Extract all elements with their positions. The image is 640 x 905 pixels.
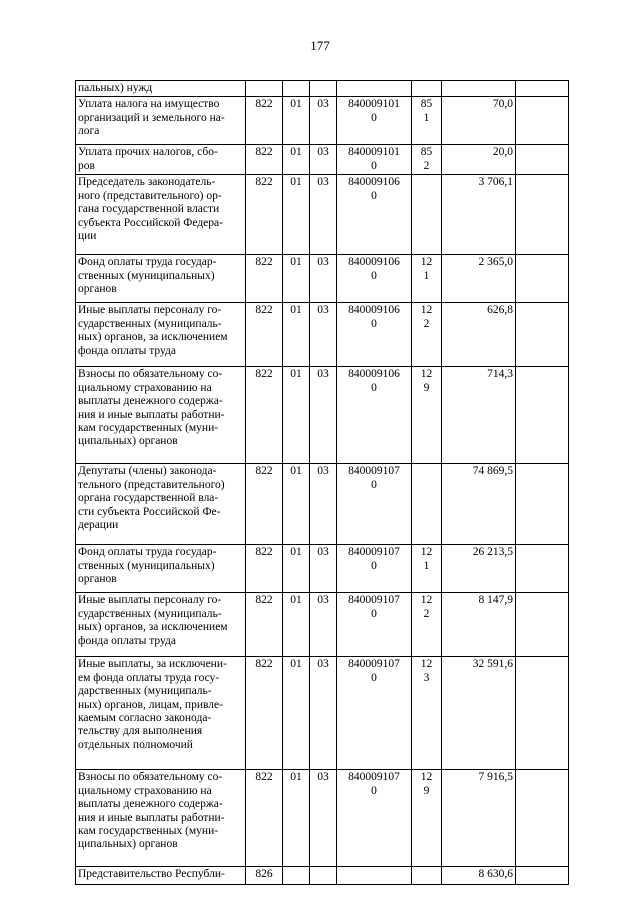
amount-value-text: 626,8 — [487, 304, 513, 317]
subsection-code-text: 03 — [317, 546, 329, 559]
expense-type-code — [412, 593, 442, 657]
amount-value — [442, 464, 516, 545]
subsection-code-text: 03 — [317, 304, 329, 317]
department-code — [246, 303, 283, 367]
target-article-code — [337, 145, 412, 175]
subsection-code-text: 03 — [317, 176, 329, 189]
department-code — [246, 255, 283, 303]
department-code-text: 822 — [255, 771, 273, 784]
table-row — [76, 367, 569, 464]
subsection-code — [310, 97, 337, 145]
section-code — [283, 464, 310, 545]
target-article-code-text: 840009106 0 — [348, 368, 400, 394]
subsection-code — [310, 464, 337, 545]
expense-type-code-text: 85 2 — [420, 146, 433, 172]
department-code-text: 822 — [255, 658, 273, 671]
section-code — [283, 303, 310, 367]
department-code-text: 822 — [255, 465, 273, 478]
budget-item-name — [76, 97, 246, 145]
target-article-code — [337, 867, 412, 885]
amount-value-text: 8 147,9 — [478, 594, 513, 607]
amount-value — [442, 770, 516, 867]
expense-type-code — [412, 545, 442, 593]
table-row — [76, 175, 569, 255]
budget-item-name-text: Уплата прочих налогов, сбо- ров — [78, 146, 218, 172]
budget-table — [75, 80, 569, 885]
target-article-code-text: 840009106 0 — [348, 256, 400, 282]
expense-type-code — [412, 867, 442, 885]
budget-item-name — [76, 464, 246, 545]
target-article-code — [337, 657, 412, 770]
budget-item-name-text: пальных) нужд — [78, 82, 153, 94]
target-article-code-text: 840009107 0 — [348, 594, 400, 620]
extra-column — [516, 97, 569, 145]
department-code-text: 822 — [255, 256, 273, 269]
department-code — [246, 593, 283, 657]
extra-column — [516, 657, 569, 770]
section-code-text: 01 — [290, 546, 302, 559]
budget-item-name-text: Председатель законодатель- ного (представительного) ор- гана государственной власти субъекта Российской Федера- ции — [78, 176, 223, 243]
extra-column — [516, 367, 569, 464]
target-article-code — [337, 464, 412, 545]
department-code — [246, 367, 283, 464]
table-row — [76, 97, 569, 145]
subsection-code — [310, 175, 337, 255]
amount-value-text: 26 213,5 — [472, 546, 513, 559]
department-code-text: 822 — [255, 146, 273, 159]
amount-value — [442, 593, 516, 657]
section-code — [283, 81, 310, 97]
target-article-code — [337, 175, 412, 255]
budget-item-name — [76, 175, 246, 255]
amount-value — [442, 81, 516, 97]
budget-item-name-text: Иные выплаты персоналу го- сударственных (муниципаль- ных) органов, за исключением фонда оплаты труда — [78, 304, 228, 357]
expense-type-code-text: 12 2 — [420, 594, 433, 620]
subsection-code — [310, 255, 337, 303]
amount-value — [442, 175, 516, 255]
target-article-code-text: 840009107 0 — [348, 771, 400, 797]
extra-column — [516, 593, 569, 657]
amount-value — [442, 367, 516, 464]
budget-item-name — [76, 303, 246, 367]
department-code — [246, 145, 283, 175]
department-code-text: 822 — [255, 98, 273, 111]
target-article-code-text: 840009101 0 — [348, 146, 400, 172]
subsection-code — [310, 867, 337, 885]
extra-column — [516, 770, 569, 867]
budget-item-name — [76, 770, 246, 867]
budget-item-name-text: Иные выплаты, за исключени- ем фонда оплаты труда госу- дарственных (муниципаль- ных) органов, лицам, привле- каемым согласно законода- тельству для выполнения отдельных полномочий — [78, 658, 227, 751]
amount-value — [442, 145, 516, 175]
department-code-text: 822 — [255, 368, 273, 381]
amount-value-text: 32 591,6 — [472, 658, 513, 671]
subsection-code-text: 03 — [317, 368, 329, 381]
target-article-code — [337, 97, 412, 145]
target-article-code-text: 840009107 0 — [348, 658, 400, 684]
subsection-code — [310, 81, 337, 97]
section-code-text: 01 — [290, 176, 302, 189]
department-code — [246, 770, 283, 867]
amount-value-text: 3 706,1 — [478, 176, 513, 189]
department-code — [246, 464, 283, 545]
section-code-text: 01 — [290, 304, 302, 317]
target-article-code — [337, 81, 412, 97]
expense-type-code-text: 12 3 — [420, 658, 433, 684]
budget-item-name-text: Иные выплаты персоналу го- сударственных (муниципаль- ных) органов, за исключением фонда оплаты труда — [78, 594, 228, 647]
extra-column — [516, 303, 569, 367]
table-row — [76, 593, 569, 657]
section-code-text: 01 — [290, 465, 302, 478]
expense-type-code — [412, 81, 442, 97]
section-code — [283, 867, 310, 885]
section-code-text: 01 — [290, 146, 302, 159]
extra-column — [516, 867, 569, 885]
section-code — [283, 657, 310, 770]
expense-type-code-text: 12 1 — [420, 546, 433, 572]
table-body — [76, 81, 569, 885]
budget-item-name — [76, 367, 246, 464]
table-row — [76, 464, 569, 545]
expense-type-code — [412, 367, 442, 464]
amount-value — [442, 545, 516, 593]
budget-item-name — [76, 657, 246, 770]
target-article-code — [337, 770, 412, 867]
expense-type-code-text: 12 9 — [420, 368, 433, 394]
extra-column — [516, 81, 569, 97]
expense-type-code-text: 12 9 — [420, 771, 433, 797]
department-code-text: 822 — [255, 546, 273, 559]
budget-item-name-text: Уплата налога на имущество организаций и земельного на- лога — [78, 98, 225, 138]
table-row — [76, 303, 569, 367]
page-number: 177 — [310, 38, 330, 53]
department-code — [246, 545, 283, 593]
budget-item-name — [76, 867, 246, 885]
subsection-code — [310, 657, 337, 770]
section-code — [283, 97, 310, 145]
department-code-text: 822 — [255, 176, 273, 189]
expense-type-code — [412, 303, 442, 367]
expense-type-code-text: 12 2 — [420, 304, 433, 330]
budget-item-name — [76, 593, 246, 657]
amount-value-text: 74 869,5 — [472, 465, 513, 478]
extra-column — [516, 255, 569, 303]
subsection-code — [310, 770, 337, 867]
subsection-code-text: 03 — [317, 771, 329, 784]
target-article-code — [337, 303, 412, 367]
expense-type-code — [412, 770, 442, 867]
section-code-text: 01 — [290, 594, 302, 607]
amount-value-text: 2 365,0 — [478, 256, 513, 269]
department-code — [246, 175, 283, 255]
department-code — [246, 867, 283, 885]
target-article-code — [337, 593, 412, 657]
section-code-text: 01 — [290, 256, 302, 269]
table-row — [76, 145, 569, 175]
extra-column — [516, 464, 569, 545]
section-code-text: 01 — [290, 368, 302, 381]
expense-type-code — [412, 97, 442, 145]
department-code — [246, 81, 283, 97]
subsection-code-text: 03 — [317, 98, 329, 111]
budget-item-name-text: Фонд оплаты труда государ- ственных (муниципальных) органов — [78, 546, 217, 586]
table-row — [76, 255, 569, 303]
amount-value — [442, 657, 516, 770]
section-code — [283, 545, 310, 593]
extra-column — [516, 145, 569, 175]
subsection-code-text: 03 — [317, 465, 329, 478]
section-code — [283, 175, 310, 255]
amount-value — [442, 867, 516, 885]
expense-type-code — [412, 145, 442, 175]
amount-value — [442, 97, 516, 145]
budget-item-name — [76, 545, 246, 593]
target-article-code — [337, 367, 412, 464]
department-code-text: 822 — [255, 594, 273, 607]
expense-type-code — [412, 464, 442, 545]
amount-value-text: 70,0 — [492, 98, 513, 111]
target-article-code-text: 840009101 0 — [348, 98, 400, 124]
section-code-text: 01 — [290, 771, 302, 784]
target-article-code — [337, 545, 412, 593]
amount-value — [442, 255, 516, 303]
expense-type-code — [412, 255, 442, 303]
target-article-code-text: 840009106 0 — [348, 304, 400, 330]
extra-column — [516, 545, 569, 593]
budget-item-name — [76, 81, 246, 97]
target-article-code-text: 840009107 0 — [348, 465, 400, 491]
budget-item-name-text: Взносы по обязательному со- циальному страхованию на выплаты денежного содержа- ния и иные выплаты работни- кам государственных (муни- ципальных) органов — [78, 368, 225, 448]
expense-type-code-text: 12 1 — [420, 256, 433, 282]
amount-value-text: 714,3 — [487, 368, 513, 381]
section-code — [283, 145, 310, 175]
subsection-code — [310, 545, 337, 593]
subsection-code-text: 03 — [317, 146, 329, 159]
table-row — [76, 657, 569, 770]
department-code-text: 826 — [255, 868, 273, 881]
section-code — [283, 255, 310, 303]
budget-item-name-text: Фонд оплаты труда государ- ственных (муниципальных) органов — [78, 256, 217, 296]
amount-value-text: 20,0 — [492, 146, 513, 159]
subsection-code — [310, 303, 337, 367]
table-row — [76, 867, 569, 885]
target-article-code-text: 840009107 0 — [348, 546, 400, 572]
subsection-code-text: 03 — [317, 658, 329, 671]
table-row — [76, 81, 569, 97]
extra-column — [516, 175, 569, 255]
target-article-code — [337, 255, 412, 303]
expense-type-code — [412, 657, 442, 770]
section-code-text: 01 — [290, 98, 302, 111]
subsection-code — [310, 367, 337, 464]
amount-value-text: 8 630,6 — [478, 868, 513, 881]
department-code — [246, 97, 283, 145]
section-code — [283, 770, 310, 867]
amount-value — [442, 303, 516, 367]
subsection-code-text: 03 — [317, 256, 329, 269]
expense-type-code — [412, 175, 442, 255]
budget-item-name — [76, 145, 246, 175]
target-article-code-text: 840009106 0 — [348, 176, 400, 202]
subsection-code-text: 03 — [317, 594, 329, 607]
table-row — [76, 770, 569, 867]
budget-item-name-text: Представительство Республи- — [78, 868, 225, 881]
department-code — [246, 657, 283, 770]
budget-item-name — [76, 255, 246, 303]
amount-value-text: 7 916,5 — [478, 771, 513, 784]
subsection-code — [310, 145, 337, 175]
section-code — [283, 367, 310, 464]
table-row — [76, 545, 569, 593]
section-code — [283, 593, 310, 657]
expense-type-code-text: 85 1 — [420, 98, 433, 124]
subsection-code — [310, 593, 337, 657]
department-code-text: 822 — [255, 304, 273, 317]
budget-item-name-text: Взносы по обязательному со- циальному страхованию на выплаты денежного содержа- ния и иные выплаты работни- кам государственных (муни- ципальных) органов — [78, 771, 225, 851]
section-code-text: 01 — [290, 658, 302, 671]
budget-item-name-text: Депутаты (члены) законода- тельного (представительного) органа государственной вла- сти субъекта Российской Фе- дерации — [78, 465, 225, 532]
